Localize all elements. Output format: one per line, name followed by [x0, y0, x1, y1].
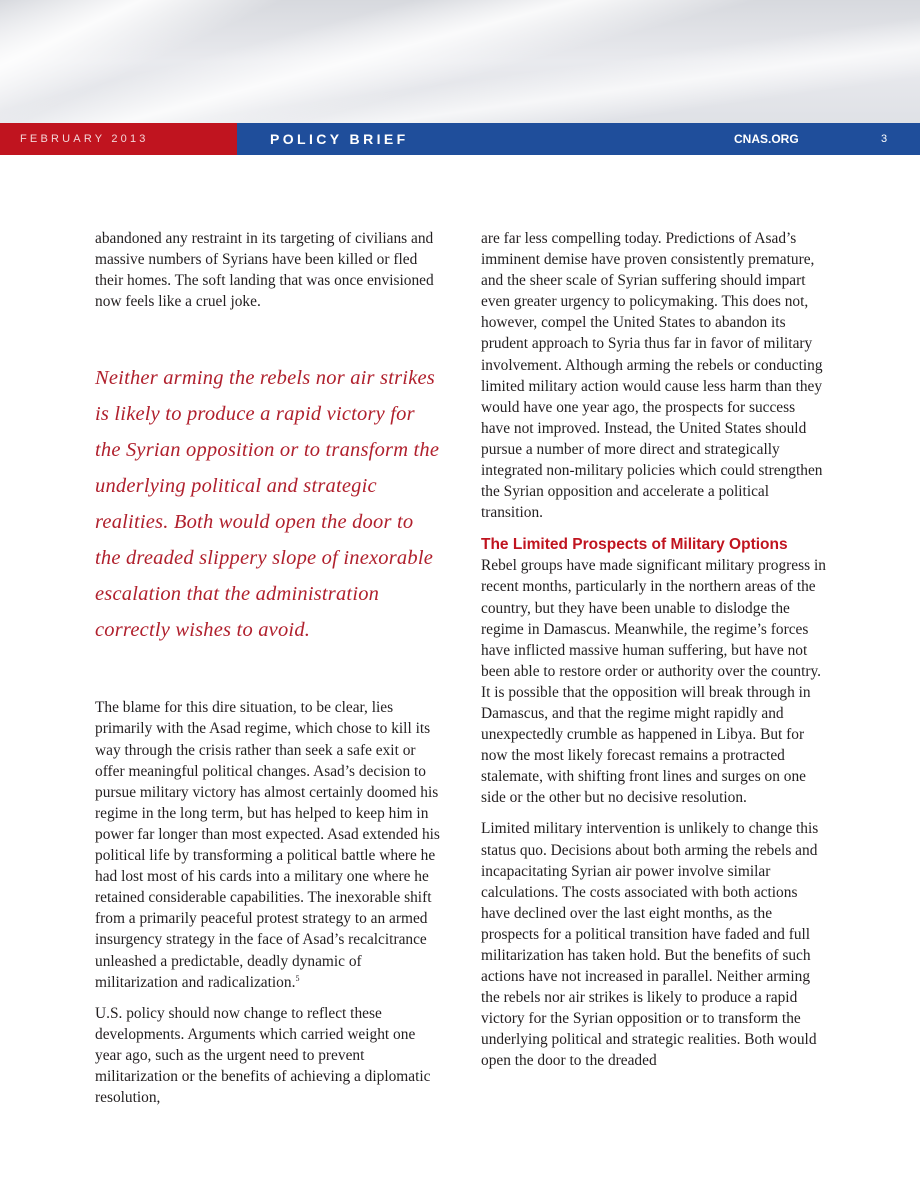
left-paragraph-1: abandoned any restraint in its targeting of civilians and massive numbers of Syrians have been killed or fled their homes. The soft landing that was once envisioned now feels like a cruel joke.: [95, 230, 434, 311]
section-heading: The Limited Prospects of Military Options: [481, 536, 788, 554]
page-number: 3: [881, 133, 888, 145]
pull-quote: Neither arming the rebels nor air strikes is likely to produce a rapid victory for the Syrian opposition or to transform the underlying political and strategic realities. Both would open the door to the dreaded slippery slope of inexorable escalation that the administration correctly wishes to avoid.: [95, 367, 440, 642]
header-site-link[interactable]: CNAS.ORG: [734, 132, 799, 146]
header-bar: [0, 123, 920, 155]
left-column: [95, 228, 440, 1108]
header-date: FEBRUARY 2013: [20, 133, 149, 145]
right-column: [481, 228, 826, 1072]
left-paragraph-2: [95, 697, 440, 992]
header-title: POLICY BRIEF: [270, 131, 409, 147]
header-title-block: [237, 123, 920, 155]
right-paragraph-1: are far less compelling today. Predictions of Asad’s imminent demise have proven consistently premature, and the sheer scale of Syrian suffering should impart even greater urgency to policymaking. This does not, however, compel the United States to abandon its prudent approach to Syria thus far in favor of military involvement. Although arming the rebels or conducting limited military action would cause less harm than they would have one year ago, the prospects for success have not improved. Instead, the United States should pursue a number of more direct and strategically integrated non-military policies which could strengthen the Syrian opposition and accelerate a political transition.: [481, 230, 823, 522]
right-paragraph-2: Rebel groups have made significant military progress in recent months, particularly in the northern areas of the country, but they have been unable to dislodge the regime in Damascus. Meanwhile, the regime’s forces have inflicted massive human suffering, but have not been able to restore order or authority over the country. It is possible that the opposition will break through in Damascus, and that the regime might rapidly and unexpectedly crumble as happened in Libya. But for now the most likely forecast remains a protracted stalemate, with shifting front lines and surges on one side or the other but no decisive resolution.: [481, 557, 826, 807]
footnote-marker[interactable]: 5: [295, 973, 300, 983]
left-paragraph-2-text: The blame for this dire situation, to be clear, lies primarily with the Asad regime, which chose to kill its way through the crisis rather than seek a safe exit or offer meaningful political changes. Asad’s decision to pursue military victory has almost certainly doomed his regime in the long term, but has helped to keep him in power far longer than most expected. Asad extended his political life by transforming a political battle where he had lost most of his cards into a military one where he retained considerable capabilities. The inexorable shift from a primarily peaceful protest strategy to an armed insurgency strategy in the face of Asad’s recalcitrance unleashed a predictable, deadly dynamic of militarization and radicalization.: [95, 699, 440, 991]
left-paragraph-3: U.S. policy should now change to reflect these developments. Arguments which carried weight one year ago, such as the urgent need to prevent militarization or the benefits of achieving a diplomatic resolution,: [95, 1004, 431, 1107]
header-banner-image: [0, 0, 920, 123]
right-paragraph-3: Limited military intervention is unlikely to change this status quo. Decisions about both arming the rebels and incapacitating Syrian air power involve similar calculations. The costs associated with both actions have declined over the last eight months, as the prospects for a political transition have faded and full militarization has taken hold. But the benefits of such actions have not increased in parallel. Neither arming the rebels nor air strikes is likely to produce a rapid victory for the Syrian opposition or to transform the underlying political and strategic realities. Both would open the door to the dreaded: [481, 820, 819, 1070]
header-date-block: [0, 123, 237, 155]
